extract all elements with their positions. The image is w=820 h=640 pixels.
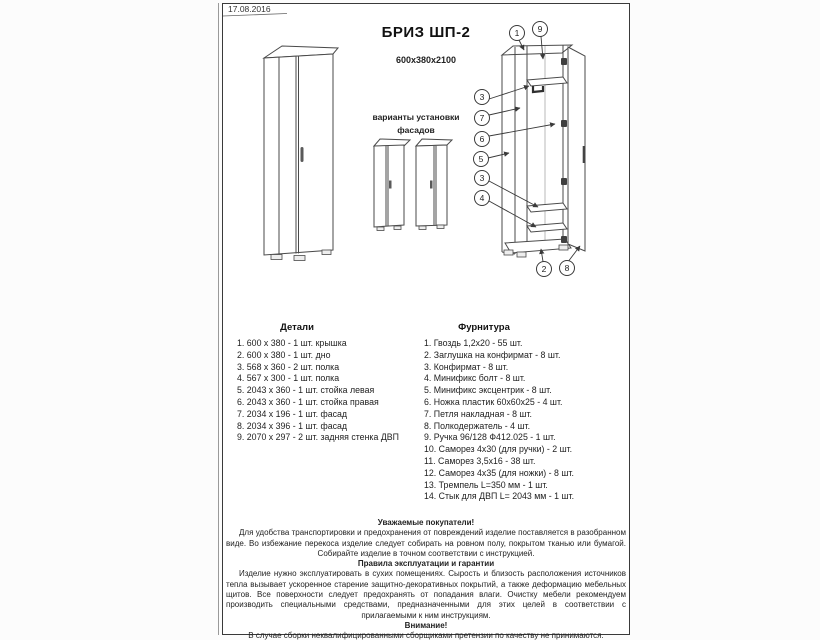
part-item: 3. 568 х 360 - 2 шт. полка bbox=[237, 361, 340, 372]
plastic-foot bbox=[504, 250, 513, 255]
wardrobe-foot bbox=[322, 250, 331, 255]
hinge-icon bbox=[561, 120, 567, 127]
detached-facade-door bbox=[568, 47, 585, 251]
part-item: 9. 2070 х 297 - 2 шт. задняя стенка ДВП bbox=[237, 432, 399, 443]
hardware-item: 13. Тремпель L=350 мм - 1 шт. bbox=[424, 479, 548, 490]
svg-text:2: 2 bbox=[541, 264, 547, 274]
rules-heading: Правила эксплуатации и гарантии bbox=[357, 559, 495, 569]
facade-variants-label-line1: варианты установки bbox=[372, 112, 460, 122]
callout-3-top bbox=[475, 90, 490, 105]
plastic-foot bbox=[559, 245, 568, 250]
page-title: БРИЗ ШП-2 bbox=[381, 24, 471, 41]
hardware-item: 7. Петля накладная - 8 шт. bbox=[424, 408, 532, 419]
callout-4 bbox=[475, 191, 490, 206]
hardware-list bbox=[424, 338, 624, 503]
callout-8 bbox=[560, 261, 575, 276]
wardrobe-exploded-view bbox=[502, 45, 585, 257]
part-item: 1. 600 х 380 - 1 шт. крышка bbox=[237, 338, 347, 348]
rules-text: Изделие нужно эксплуатировать в сухих помещениях. Сырость и близость расположения источников тепла вызывает ускоренное старение защитно-декоративных покрытий, а также деформацию мебельных щитов. Все поверхности следует предохранять от попадания влаги. Очистку мебели рекомендуем производить специальными средствами, предназначенными для этих целей в соответствии с прилагаемыми к ним инструкциям. bbox=[226, 569, 626, 620]
hanger-rail-bracket bbox=[533, 86, 543, 92]
svg-text:8: 8 bbox=[564, 263, 570, 273]
part-item: 6. 2043 х 360 - 1 шт. стойка правая bbox=[237, 396, 379, 407]
callout-7 bbox=[475, 111, 490, 126]
customer-notice-block bbox=[226, 518, 626, 640]
hinge-icon bbox=[561, 236, 567, 243]
customers-heading: Уважаемые покупатели! bbox=[377, 518, 475, 527]
svg-text:3: 3 bbox=[479, 173, 485, 183]
part-item: 4. 567 х 300 - 1 шт. полка bbox=[237, 373, 340, 384]
part-item: 5. 2043 х 360 - 1 шт. стойка левая bbox=[237, 385, 375, 396]
hardware-item: 9. Ручка 96/128 Ф412.025 - 1 шт. bbox=[424, 432, 556, 443]
svg-text:3: 3 bbox=[479, 92, 485, 102]
callout-5 bbox=[474, 152, 489, 167]
part-item: 8. 2034 х 396 - 1 шт. фасад bbox=[237, 420, 348, 431]
top-panel bbox=[502, 45, 572, 55]
product-dimensions: 600х380х2100 bbox=[395, 55, 457, 65]
door-handle bbox=[301, 147, 304, 162]
svg-text:7: 7 bbox=[479, 113, 485, 123]
attention-text: В случае сборки неквалифицированными сборщиками претензии по качеству не принимаются. bbox=[248, 631, 604, 640]
shelf-top bbox=[527, 77, 567, 86]
door-handle bbox=[430, 181, 433, 189]
facade-variant-left bbox=[374, 139, 410, 231]
hardware-item: 4. Минификс болт - 8 шт. bbox=[424, 373, 526, 384]
callout-6 bbox=[475, 132, 490, 147]
hardware-item: 14. Стык для ДВП L= 2043 мм - 1 шт. bbox=[424, 491, 575, 502]
hardware-item: 5. Минификс эксцентрик - 8 шт. bbox=[424, 385, 552, 396]
hardware-item: 12. Саморез 4х35 (для ножки) - 8 шт. bbox=[424, 467, 574, 478]
hardware-item: 11. Саморез 3,5х16 - 38 шт. bbox=[424, 455, 536, 466]
hinge-icon bbox=[561, 178, 567, 185]
wardrobe-foot bbox=[294, 256, 305, 261]
hardware-list-section bbox=[424, 322, 624, 503]
facade-variant-right bbox=[416, 139, 452, 230]
parts-list-title: Детали bbox=[280, 322, 314, 333]
door-handle bbox=[389, 181, 392, 189]
hardware-item: 1. Гвоздь 1,2х20 - 55 шт. bbox=[424, 338, 523, 348]
svg-text:4: 4 bbox=[479, 193, 485, 203]
parts-list bbox=[237, 338, 417, 444]
wardrobe-assembled-view bbox=[264, 46, 338, 261]
customers-text: Для удобства транспортировки и предохранения от повреждений изделие поставляется в разобранном виде. Во избежание перекоса изделие следует собирать на ровном полу, покрытом тканью или бумагой. Собирайте изделие в точном соответствии с инструкцией. bbox=[226, 528, 626, 558]
facade-variants-label bbox=[356, 111, 476, 137]
document-date: 17.08.2016 bbox=[228, 4, 271, 14]
hardware-item: 10. Саморез 4х30 (для ручки) - 2 шт. bbox=[424, 444, 573, 455]
callout-3-bottom bbox=[475, 171, 490, 186]
svg-text:5: 5 bbox=[478, 154, 484, 164]
hardware-item: 3. Конфирмат - 8 шт. bbox=[424, 361, 509, 372]
wardrobe-foot bbox=[271, 255, 282, 260]
attention-heading: Внимание! bbox=[404, 620, 448, 630]
hardware-item: 6. Ножка пластик 60х60х25 - 4 шт. bbox=[424, 396, 563, 407]
shelf-lower bbox=[527, 223, 567, 232]
part-item: 7. 2034 х 196 - 1 шт. фасад bbox=[237, 408, 348, 419]
hardware-list-title: Фурнитура bbox=[458, 322, 510, 333]
svg-text:9: 9 bbox=[537, 24, 543, 34]
callout-2 bbox=[537, 262, 552, 277]
parts-list-section bbox=[237, 322, 417, 444]
door-handle bbox=[583, 146, 586, 163]
hardware-item: 8. Полкодержатель - 4 шт. bbox=[424, 420, 531, 431]
part-item: 2. 600 х 380 - 1 шт. дно bbox=[237, 349, 331, 360]
hardware-item: 2. Заглушка на конфирмат - 8 шт. bbox=[424, 349, 561, 360]
plastic-foot bbox=[517, 252, 526, 257]
svg-text:1: 1 bbox=[514, 28, 520, 38]
facade-variants-label-line2: фасадов bbox=[397, 125, 435, 135]
svg-text:6: 6 bbox=[479, 134, 485, 144]
